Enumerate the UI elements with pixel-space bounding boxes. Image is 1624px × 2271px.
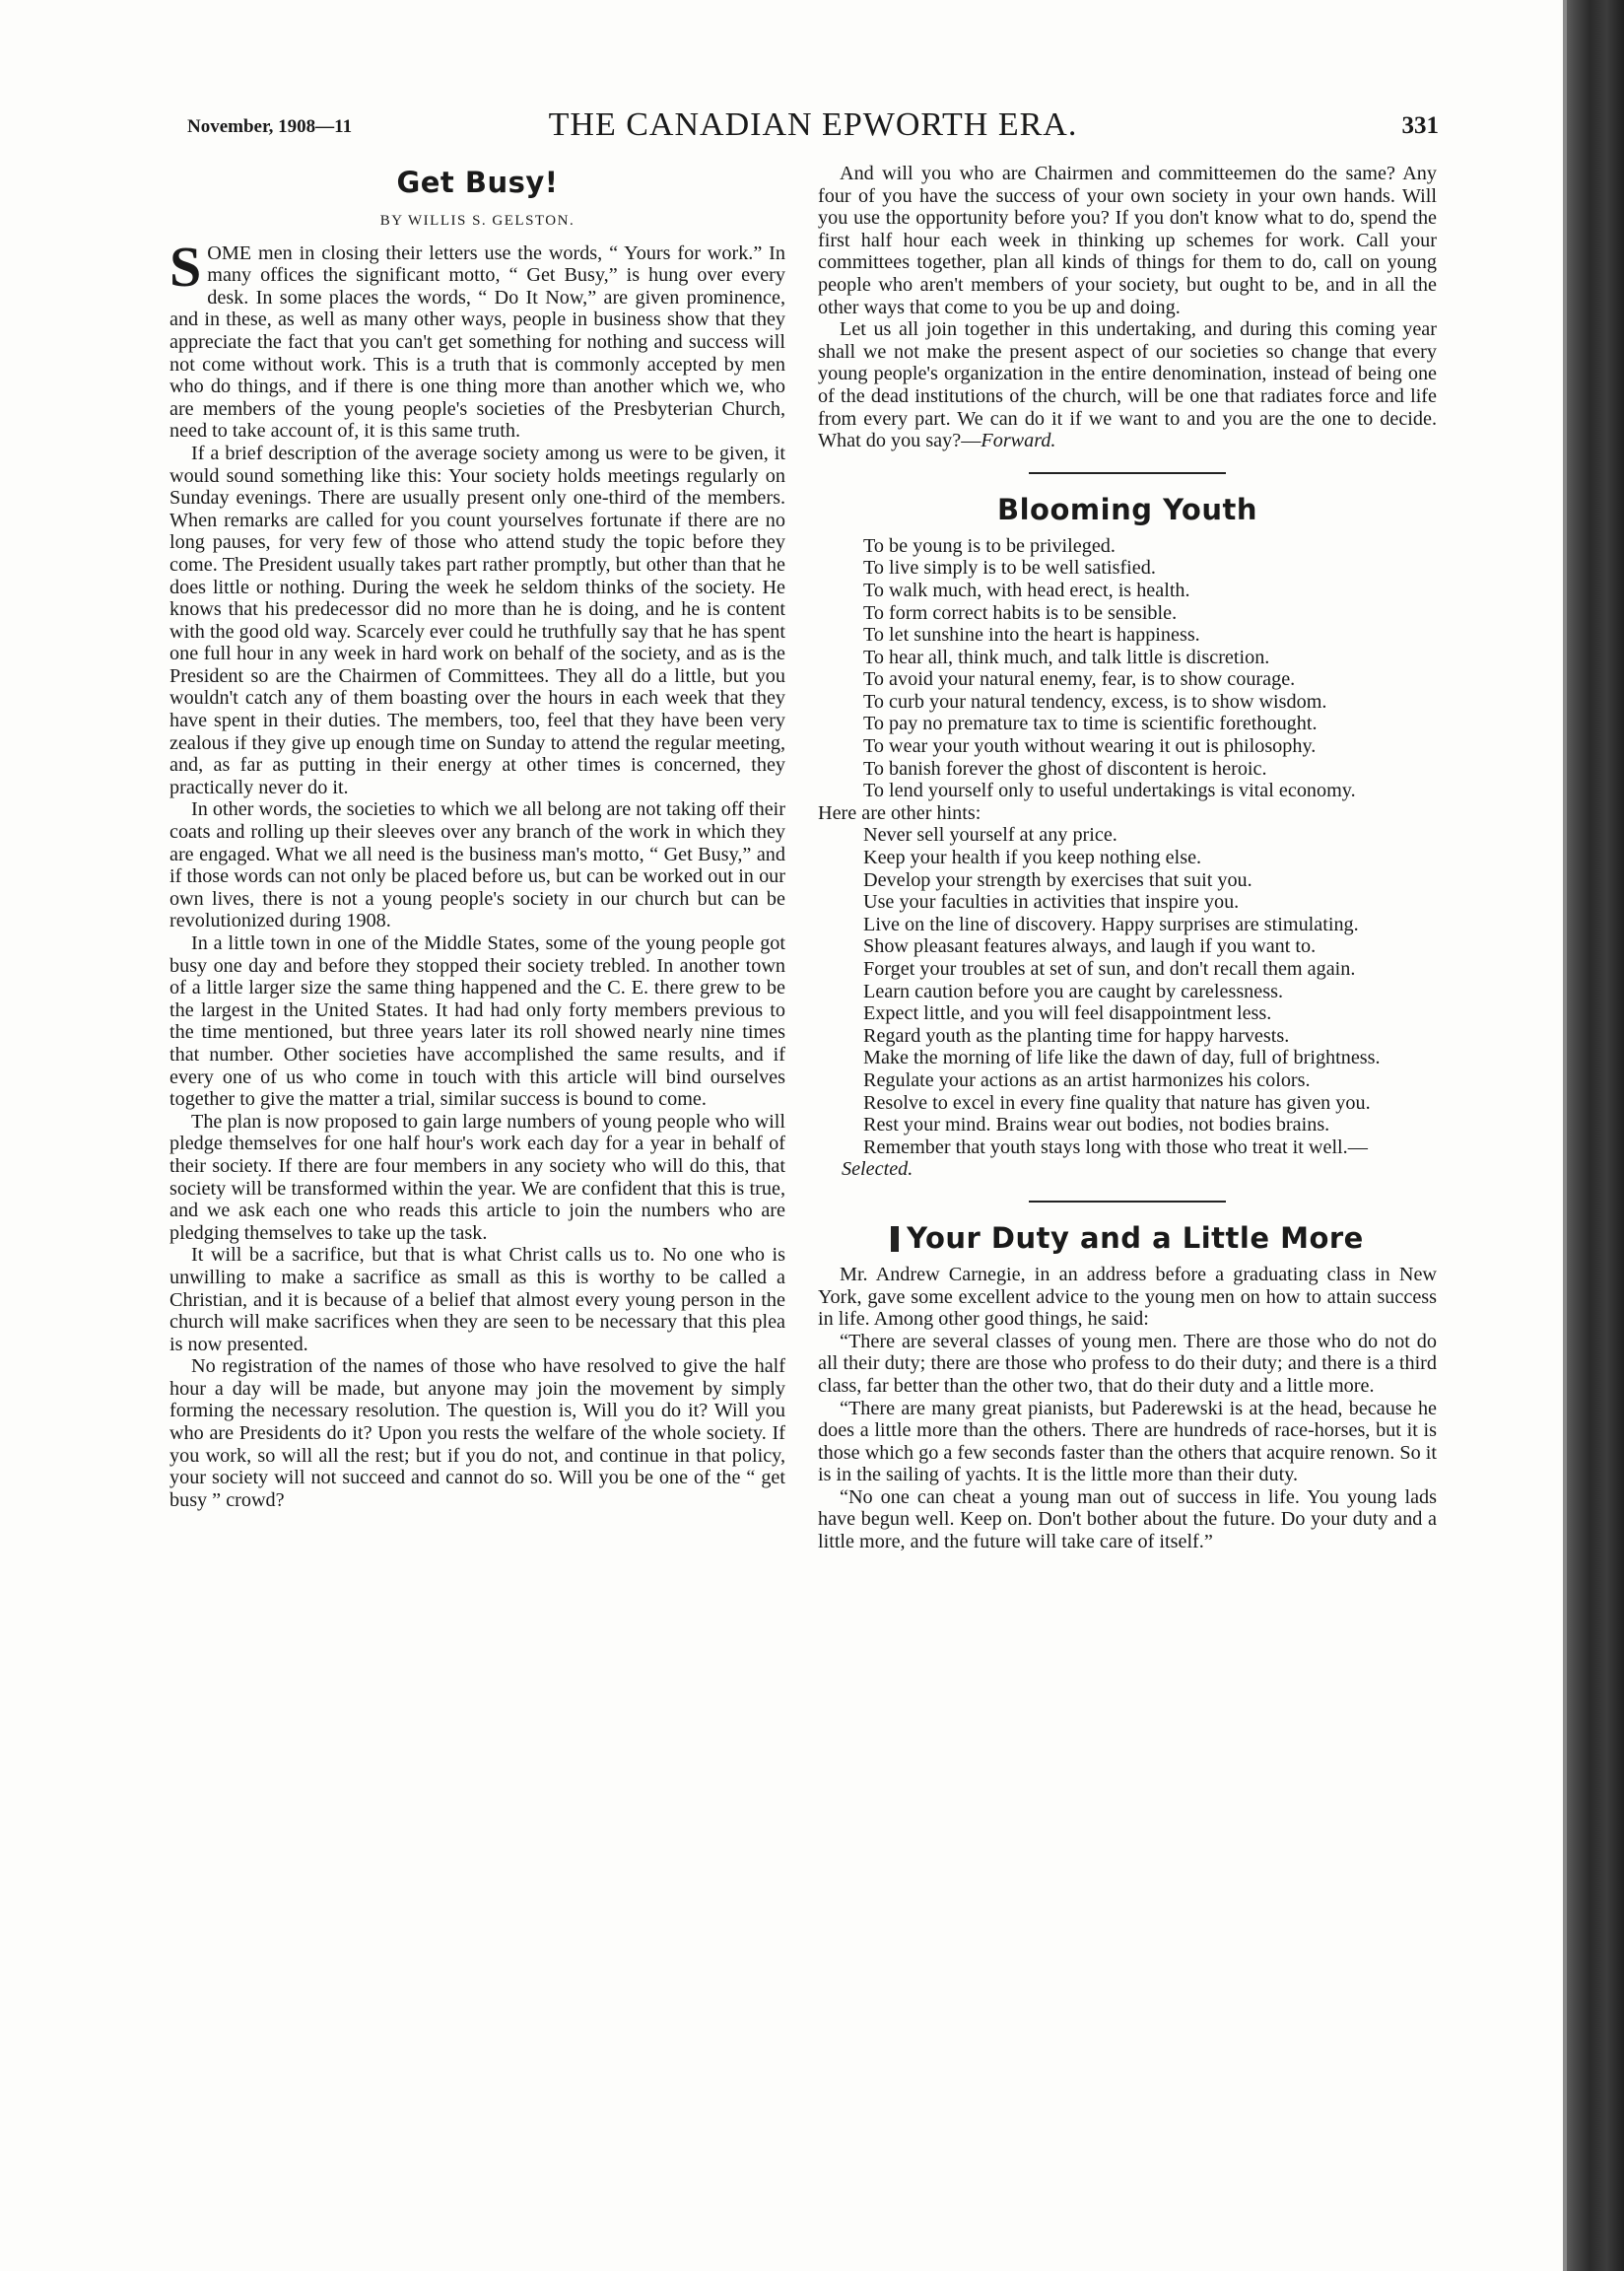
hint-line: Remember that youth stays long with those who treat it well.—Selected. [842,1136,1368,1181]
hint-line: Regard youth as the planting time for happy harvests. [863,1024,1290,1047]
article-paragraph: And will you who are Chairmen and committeemen do the same? Any four of you have the success of your own society in your own hands. Will you use the opportunity before you? If you don't know what to do, spend the first half hour each week in thinking up schemes for work. Call your committees together, plan all kinds of things for them to do, call on young people who aren't members of your society, but ought to be, and in all the other ways that come to you be up and doing. [818,163,1437,318]
magazine-title: THE CANADIAN EPWORTH ERA. [548,106,1078,143]
article-paragraph: It will be a sacrifice, but that is what Christ calls us to. No one who is unwilling to make a sacrifice as small as this is worthy to be called a Christian, and it is because of a belief that almost every young person in the church will make sacrifices when they are seen to be necessary that this plea is now presented. [169,1244,785,1355]
maxim-line: To let sunshine into the heart is happiness. [863,624,1200,647]
hint-line: Learn caution before you are caught by carelessness. [863,980,1283,1002]
hint-line: Make the morning of life like the dawn of day, full of brightness. [863,1047,1381,1069]
section-divider [1029,472,1226,474]
hint-line: Forget your troubles at set of sun, and don't recall them again. [863,958,1356,980]
issue-date: November, 1908—11 [187,116,353,137]
maxim-line: To pay no premature tax to time is scientific forethought. [863,713,1318,735]
hint-line: Keep your health if you keep nothing else. [863,847,1202,869]
maxim-line: To lend yourself only to useful undertakings is vital economy. [863,780,1356,802]
article-title-get-busy: Get Busy! [396,166,559,199]
article-paragraph: No registration of the names of those who have resolved to give the half hour a day will be made, but anyone may join the movement by simply forming the necessary resolution. The question is, Will you do it? Will you who are Presidents do it? Upon you rests the welfare of the whole society. If you work, so will all the rest; but if you do not, and continue in that policy, your society will not succeed and cannot do so. Will you be one of the “ get busy ” crowd? [169,1355,785,1511]
article-byline: BY WILLIS S. GELSTON. [379,213,575,229]
article-paragraph: SOME men in closing their letters use the words, “ Yours for work.” In many offices the significant motto, “ Get Busy,” is hung over every desk. In some places the words, “ Do It Now,” are given prominence, and in these, as well as many other ways, people in business show that they appreciate the fact that you can't get something for nothing and success will not come without work. This is a truth that is commonly accepted by men who do things, and if there is one thing more than another which we, who are members of the young people's societies of the Presbyterian Church, need to take account of, it is this same truth. [169,234,785,443]
maxim-line: To walk much, with head erect, is health. [863,579,1190,601]
hint-line: Live on the line of discovery. Happy surprises are stimulating. [863,913,1359,935]
article-paragraph: “There are many great pianists, but Paderewski is at the head, because he does a little more than the others. There are hundreds of race-horses, but it is those which go a few seconds faster than the others that acquire renown. So it is in the sailing of yachts. It is the little more than their duty. [818,1397,1437,1486]
page-number: 331 [1401,112,1439,139]
article-source: Selected. [842,1158,914,1181]
hint-line: Expect little, and you will feel disappointment less. [863,1002,1272,1025]
bullet-marker-icon [891,1226,899,1252]
maxim-line: To form correct habits is to be sensible. [863,601,1178,624]
hint-line: Develop your strength by exercises that suit you. [863,868,1252,891]
article-paragraph: The plan is now proposed to gain large numbers of young people who will pledge themselves for one half hour's work each day for a year in behalf of their society. If there are four members in any society who will do this, that society will be transformed within the year. We are confident that this is true, and we ask each one who reads this article to join the numbers who are pledging themselves to take up the task. [169,1110,785,1244]
maxim-line: To curb your natural tendency, excess, is to show wisdom. [863,690,1327,713]
hint-line: Show pleasant features always, and laugh if you want to. [863,935,1317,958]
hints-intro: Here are other hints: [818,801,981,824]
hint-line: Regulate your actions as an artist harmonizes his colors. [863,1068,1311,1091]
section-divider [1029,1201,1226,1203]
article-title-blooming-youth: Blooming Youth [997,492,1257,526]
article-title-your-duty: Your Duty and a Little More [818,1218,1437,1258]
hint-line: Never sell yourself at any price. [863,824,1117,847]
right-column [818,163,1437,1553]
maxim-line: To hear all, think much, and talk little is discretion. [863,646,1270,668]
left-column [169,163,785,1511]
page-header [187,106,1439,156]
article-source: Forward. [981,430,1056,452]
maxim-line: To avoid your natural enemy, fear, is to show courage. [863,668,1296,691]
maxim-line: To wear your youth without wearing it out is philosophy. [863,735,1317,758]
article-paragraph: Let us all join together in this undertaking, and during this coming year shall we not make the present aspect of our societies so change that every young people's organization in the entire denomination, instead of being one of the dead institutions of the church, will be one that radiates force and life from every part. We can do it if we want to and you are the one to decide. What do you say?—Forward. [818,318,1437,452]
hint-line: Rest your mind. Brains wear out bodies, not bodies brains. [863,1114,1330,1136]
hint-line: Use your faculties in activities that inspire you. [863,891,1240,914]
article-paragraph: Mr. Andrew Carnegie, in an address before a graduating class in New York, gave some excellent advice to the young men on how to attain success in life. Among other good things, he said: [818,1263,1437,1331]
maxim-line: To be young is to be privileged. [863,534,1116,557]
hint-line: Resolve to excel in every fine quality that nature has given you. [863,1091,1371,1114]
article-paragraph: If a brief description of the average society among us were to be given, it would sound something like this: Your society holds meetings regularly on Sunday evenings. There are usually present only one-third of the members. When remarks are called for you count yourselves fortunate if there are no long pauses, for very few of those who attend study the topic before they come. The President usually takes part rather promptly, but other than that he does little or nothing. During the week he seldom thinks of the society. He knows that his predecessor did no more than he is doing, and he is content with the good old way. Scarcely ever could he truthfully say that he has spent one full hour in any week in hard work on behalf of the society, and as is the President so are the Chairmen of Committees. They all do a little, but you wouldn't catch any of them boasting over the hours in each week that they have spent in their duties. The members, too, feel that they have been very zealous if they give up enough time on Sunday to attend the regular meeting, and, as far as putting in their energy at other times is concerned, they practically never do it. [169,442,785,798]
maxim-line: To banish forever the ghost of discontent is heroic. [863,757,1267,780]
drop-cap: S [169,234,202,299]
article-paragraph: “There are several classes of young men. There are those who do not do all their duty; there are those who profess to do their duty; and there is a third class, far better than the other two, that do their duty and a little more. [818,1330,1437,1397]
maxim-line: To live simply is to be well satisfied. [863,557,1156,580]
article-paragraph: In other words, the societies to which we all belong are not taking off their coats and rolling up their sleeves over any branch of the work in which they are engaged. What we all need is the business man's motto, “ Get Busy,” and if those words can not only be placed before us, but can be worked out in our own lives, there is not a young people's society in our church but can be revolutionized during 1908. [169,798,785,932]
article-paragraph: “No one can cheat a young man out of success in life. You young lads have begun well. Keep on. Don't bother about the future. Do your duty and a little more, and the future will take care of itself.” [818,1485,1437,1553]
article-paragraph: In a little town in one of the Middle States, some of the young people got busy one day and before they stopped their society trebled. In another town of a little larger size the same thing happened and the C. E. there grew to be the largest in the United States. It had had only forty members previous to the time mentioned, but three years later its roll showed nearly nine times that number. Other societies have accomplished the same results, and if every one of us who come in touch with this article will bind ourselves together to give the matter a trial, similar success is bound to come. [169,932,785,1111]
binding-edge [1567,0,1624,2271]
